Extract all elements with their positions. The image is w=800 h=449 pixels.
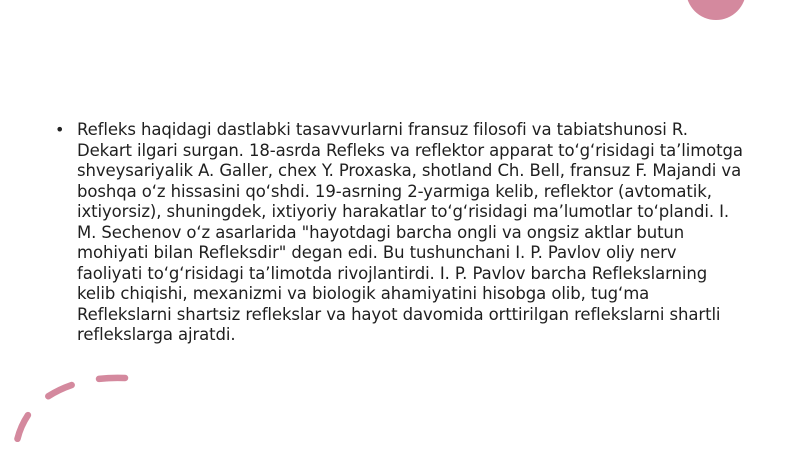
dashed-arc-decoration <box>15 378 125 449</box>
content-area <box>55 120 745 346</box>
pink-circle-decoration <box>686 0 746 20</box>
bullet-marker: • <box>55 120 65 139</box>
body-paragraph: Refleks haqidagi dastlabki tasavvurlarni fransuz filosofi va tabiatshunosi R. Dekart ilgari surgan. 18-asrda Refleks va reflektor apparat to‘g‘risidagi ta’limotga shveysariyalik A. Galler, chex Y. Proxaska, shotland Ch. Bell, fransuz F. Majandi va boshqa o‘z hissasini qo‘shdi. 19-asrning 2-yarmiga kelib, reflektor (avtomatik, ixtiyorsiz), shuningdek, ixtiyoriy harakatlar to‘g‘risidagi ma’lumotlar to‘plandi. I. M. Sechenov o‘z asarlarida "hayotdagi barcha ongli va ongsiz aktlar butun mohiyati bilan Refleksdir" degan edi. Bu tushunchani I. P. Pavlov oliy nerv faoliyati to‘g‘risidagi ta’limotda rivojlantirdi. I. P. Pavlov barcha Reflekslarning kelib chiqishi, mexanizmi va biologik ahamiyatini hisobga olib, tug‘ma Reflekslarni shartsiz reflekslar va hayot davomida orttirilgan reflekslarni shartli reflekslarga ajratdi. <box>77 120 743 344</box>
bullet-item <box>55 120 745 346</box>
